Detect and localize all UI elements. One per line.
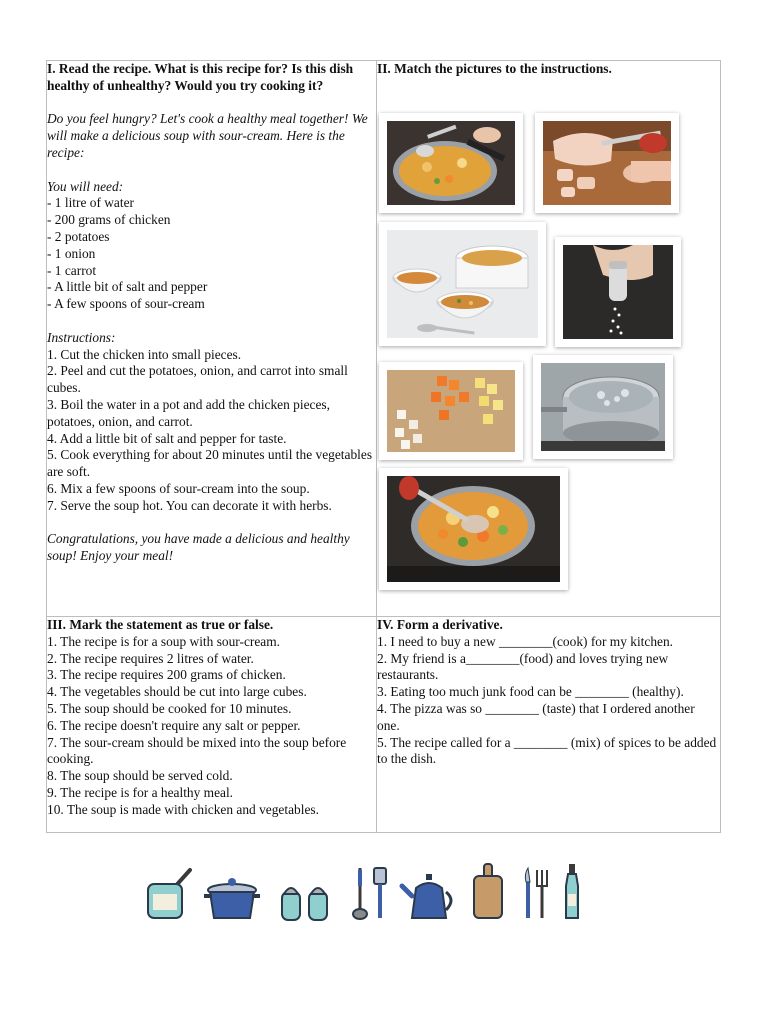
derivative-item: 4. The pizza was so ________ (taste) that I ordered another one. bbox=[377, 700, 695, 733]
section3-heading: III. Mark the statement as true or false. bbox=[47, 617, 274, 632]
photo-salt-shaker bbox=[555, 237, 681, 347]
jar-icon bbox=[148, 870, 190, 918]
statement-item: 1. The recipe is for a soup with sour-cream. bbox=[47, 633, 281, 649]
instruction-item: 2. Peel and cut the potatoes, onion, and carrot into small cubes. bbox=[47, 363, 348, 396]
knife-fork-icon bbox=[525, 868, 547, 918]
section1-heading: I. Read the recipe. What is this recipe for? Is this dish healthy of unhealthy? Would you try cooking it? bbox=[47, 61, 354, 93]
kitchen-utensils-decoration bbox=[0, 860, 768, 930]
recipe-intro: Do you feel hungry? Let's cook a healthy meal together! We will make a delicious soup with sour-cream. Here is the recipe: bbox=[47, 111, 368, 160]
statement-item: 6. The recipe doesn't require any salt or pepper. bbox=[47, 717, 301, 733]
statement-item: 2. The recipe requires 2 litres of water. bbox=[47, 650, 254, 666]
statement-item: 5. The soup should be cooked for 10 minutes. bbox=[47, 700, 292, 716]
instruction-item: 4. Add a little bit of salt and pepper for taste. bbox=[47, 430, 287, 446]
derivative-item: 5. The recipe called for a ________ (mix) of spices to be added to the dish. bbox=[377, 734, 717, 767]
section-recipe bbox=[47, 61, 375, 565]
derivative-item: 1. I need to buy a new ________(cook) for my kitchen. bbox=[377, 633, 674, 649]
statement-item: 10. The soup is made with chicken and vegetables. bbox=[47, 801, 319, 817]
derivative-item: 2. My friend is a________(food) and loves trying new restaurants. bbox=[377, 650, 669, 683]
statement-item: 9. The recipe is for a healthy meal. bbox=[47, 784, 234, 800]
pot-icon bbox=[204, 878, 260, 918]
photo-chopped-vegetables bbox=[379, 362, 523, 460]
photo-stirring-soup bbox=[379, 113, 523, 213]
section4-heading: IV. Form a derivative. bbox=[377, 617, 503, 632]
salt-pepper-icon bbox=[282, 888, 327, 920]
ingredient-item: - 1 onion bbox=[47, 245, 96, 261]
teapot-icon bbox=[402, 874, 451, 918]
photo-boiling-water bbox=[533, 355, 673, 459]
ingredient-item: - 2 potatoes bbox=[47, 228, 110, 244]
statement-item: 8. The soup should be served cold. bbox=[47, 768, 233, 784]
cutting-board-icon bbox=[474, 864, 502, 918]
photo-cooking-soup-pot bbox=[379, 468, 568, 590]
section-match-pictures bbox=[377, 61, 720, 78]
statement-item: 4. The vegetables should be cut into large cubes. bbox=[47, 684, 307, 700]
recipe-closing: Congratulations, you have made a delicious and healthy soup! Enjoy your meal! bbox=[47, 531, 350, 564]
ingredient-item: - A few spoons of sour-cream bbox=[47, 296, 205, 312]
section2-heading: II. Match the pictures to the instructions. bbox=[377, 61, 612, 76]
instruction-item: 5. Cook everything for about 20 minutes until the vegetables are soft. bbox=[47, 447, 373, 480]
ingredient-item: - 1 litre of water bbox=[47, 195, 134, 211]
ladle-spatula-icon bbox=[353, 868, 386, 919]
derivative-item: 3. Eating too much junk food can be ________ (healthy). bbox=[377, 684, 684, 700]
ingredient-item: - 1 carrot bbox=[47, 262, 97, 278]
instruction-item: 6. Mix a few spoons of sour-cream into the soup. bbox=[47, 480, 310, 496]
instruction-item: 3. Boil the water in a pot and add the chicken pieces, potatoes, onion, and carrot. bbox=[47, 396, 330, 429]
ingredient-item: - A little bit of salt and pepper bbox=[47, 279, 208, 295]
need-label: You will need: bbox=[47, 178, 124, 194]
statement-item: 3. The recipe requires 200 grams of chicken. bbox=[47, 667, 286, 683]
instruction-item: 7. Serve the soup hot. You can decorate it with herbs. bbox=[47, 497, 332, 513]
bottle-icon bbox=[566, 864, 578, 918]
photo-served-soup bbox=[379, 222, 546, 346]
instructions-label: Instructions: bbox=[47, 329, 116, 345]
section-true-false bbox=[47, 617, 375, 819]
photo-cutting-chicken bbox=[535, 113, 679, 213]
ingredient-item: - 200 grams of chicken bbox=[47, 212, 171, 228]
statement-item: 7. The sour-cream should be mixed into the soup before cooking. bbox=[47, 734, 347, 767]
section-derivative bbox=[377, 617, 720, 768]
instruction-item: 1. Cut the chicken into small pieces. bbox=[47, 346, 242, 362]
